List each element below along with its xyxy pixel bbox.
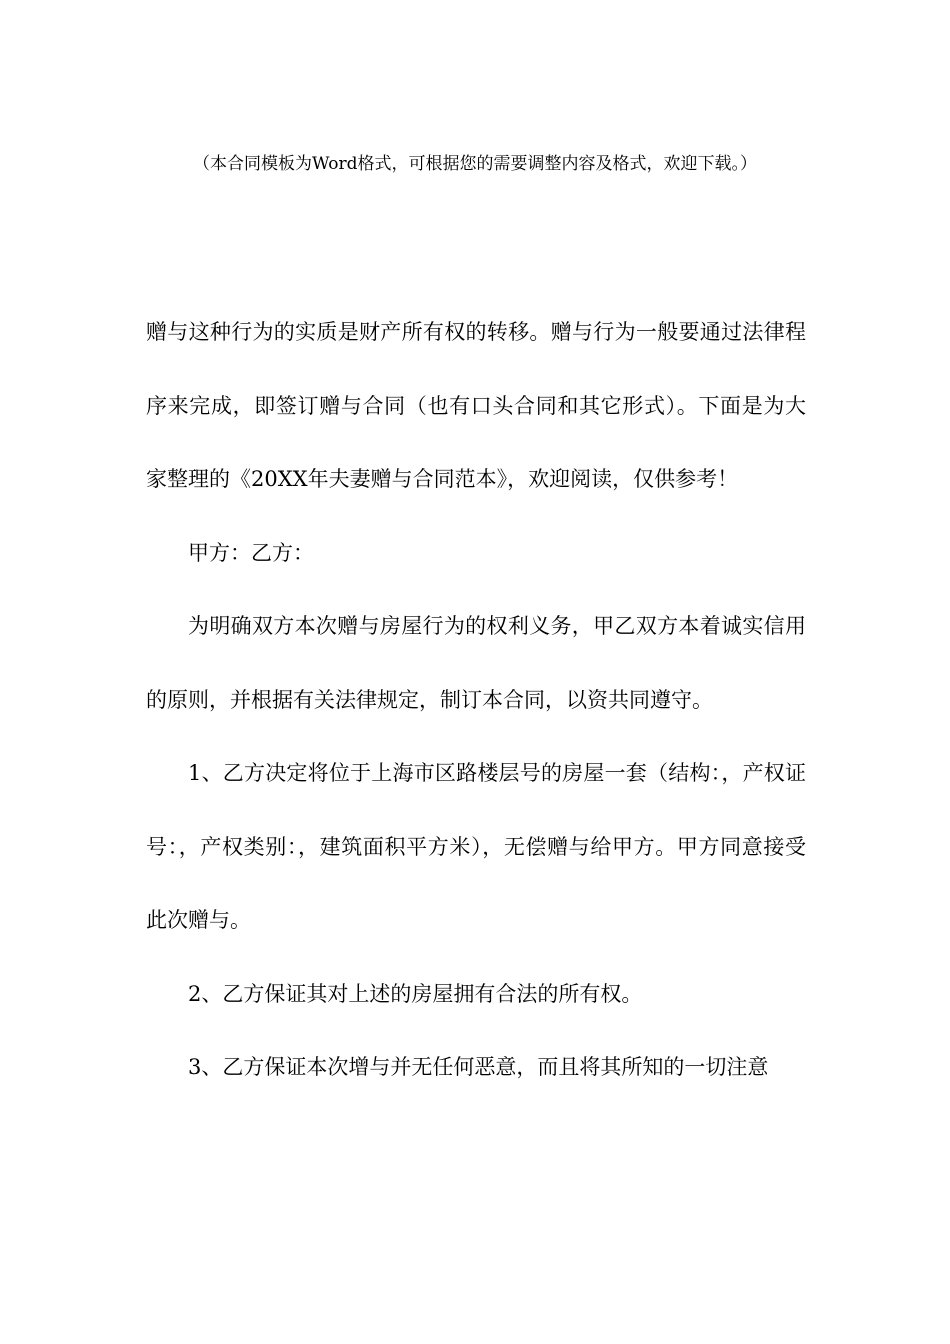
clause-2: 2、乙方保证其对上述的房屋拥有合法的所有权。 [188, 981, 643, 1006]
parties-line: 甲方：乙方： [188, 540, 314, 565]
intro-paragraph: 赠与这种行为的实质是财产所有权的转移。赠与行为一般要通过法律程序来完成，即签订赠与合同（也有口头合同和其它形式）。下面是为大家整理的《20XX年夫妻赠与合同范本》，欢迎阅读，仅供参考！ [146, 320, 806, 491]
purpose-paragraph: 为明确双方本次赠与房屋行为的权利义务，甲乙双方本着诚实信用的原则，并根据有关法律规定，制订本合同，以资共同遵守。 [146, 614, 806, 712]
clause-3: 3、乙方保证本次增与并无任何恶意，而且将其所知的一切注意 [188, 1055, 769, 1079]
template-note: （本合同模板为Word格式，可根据您的需要调整内容及格式，欢迎下载。） [192, 154, 758, 174]
clause-1: 1、乙方决定将位于上海市区路楼层号的房屋一套（结构：，产权证号：，产权类别：，建筑面积平方米），无偿赠与给甲方。甲方同意接受此次赠与。 [146, 761, 806, 932]
document-body [146, 296, 806, 1105]
